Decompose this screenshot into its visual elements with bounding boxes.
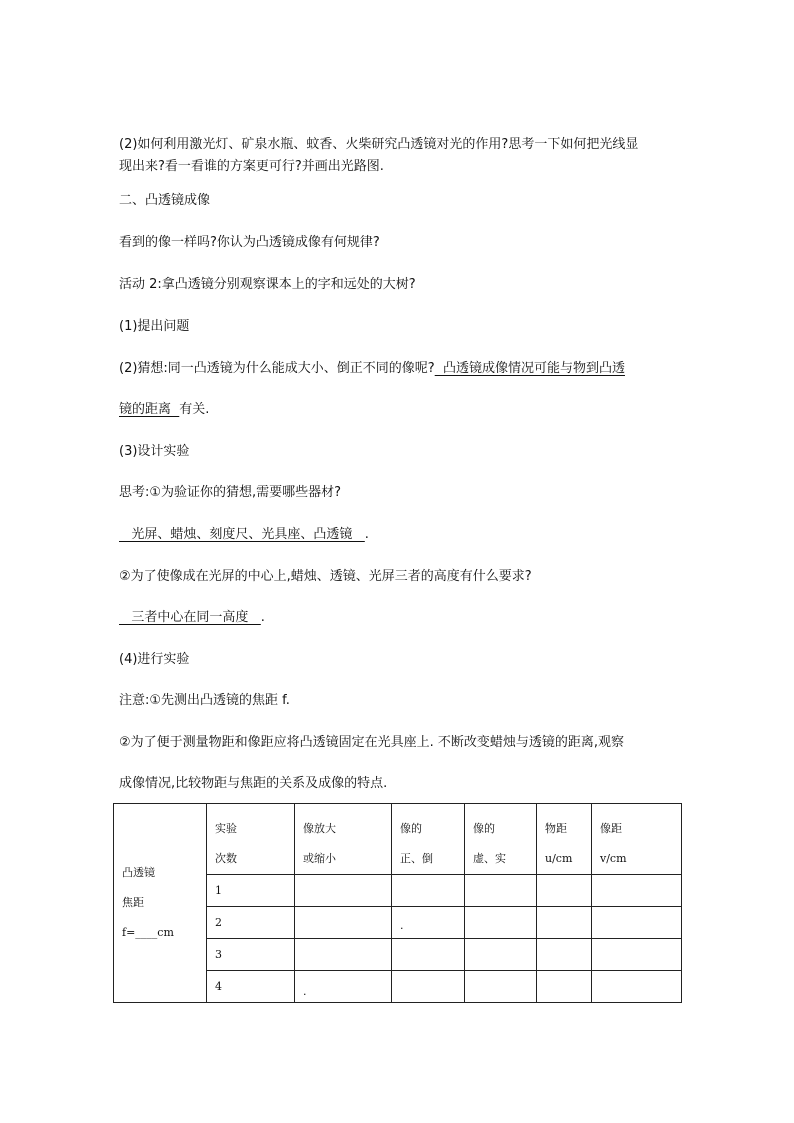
question-line: 看到的像一样吗?你认为凸透镜成像有何规律? [119,235,380,250]
table-cell[interactable] [295,939,392,971]
table-cell[interactable] [537,907,592,939]
header-object-distance: 物距 u/cm [537,804,592,875]
experiment-table [113,803,682,1003]
table-cell[interactable] [392,875,465,907]
think-1: 思考:①为验证你的猜想,需要哪些器材? [119,485,342,500]
paragraph-question-2-cont: 现出来?看一看谁的方案更可行?并画出光路图. [119,159,384,174]
step-2-answer-cont: 镜的距离 [119,402,180,417]
trial-number: 3 [207,939,295,971]
table-cell[interactable] [465,971,537,1003]
table-cell[interactable] [295,875,392,907]
think-1-period: . [364,527,369,542]
table-cell[interactable] [537,939,592,971]
trial-number: 1 [207,875,295,907]
step-2-suffix: 有关. [179,402,210,417]
cell-mark: . [303,985,307,998]
step-3: (3)设计实验 [119,444,190,459]
table-cell[interactable] [392,971,465,1003]
table-cell[interactable] [537,875,592,907]
step-4: (4)进行实验 [119,652,190,667]
step-1: (1)提出问题 [119,319,190,334]
header-trial: 实验 次数 [207,804,295,875]
step-2-hypothesis-cont [119,401,209,419]
lens-label: 凸透镜 [122,866,155,879]
header-image-distance: 像距 v/cm [592,804,682,875]
header-orientation: 像的 正、倒 [392,804,465,875]
think-2-period: . [260,610,265,625]
think-2-answer: 三者中心在同一高度 [119,610,261,625]
note-1: 注意:①先测出凸透镜的焦距 f. [119,693,290,708]
table-cell[interactable] [592,939,682,971]
activity-2: 活动 2:拿凸透镜分别观察课本上的字和远处的大树? [119,277,416,292]
table-cell[interactable] [592,971,682,1003]
table-cell[interactable] [465,939,537,971]
table-cell[interactable] [465,875,537,907]
table-cell[interactable] [465,907,537,939]
step-2-prefix: (2)猜想:同一凸透镜为什么能成大小、倒正不同的像呢? [119,361,435,376]
table-cell[interactable] [537,971,592,1003]
paragraph-question-2: (2)如何利用激光灯、矿泉水瓶、蚊香、火柴研究凸透镜对光的作用?思考一下如何把光线显 [119,137,639,152]
header-magnification: 像放大 或缩小 [295,804,392,875]
think-1-answer: 光屏、蜡烛、刻度尺、光具座、凸透镜 [119,527,365,542]
step-2-hypothesis [119,360,625,378]
think-2-answer-line [119,609,265,627]
lens-focal-cell [114,804,207,1003]
note-2: ②为了便于测量物距和像距应将凸透镜固定在光具座上. 不断改变蜡烛与透镜的距离,观察 [119,735,625,750]
think-1-answer-line [119,526,369,544]
cell-mark: . [400,919,404,932]
focal-label: 焦距 [122,896,144,909]
section-heading-2: 二、凸透镜成像 [119,193,211,208]
table-cell[interactable] [392,907,465,939]
focal-length-field[interactable]: f=____cm [122,926,174,939]
table-cell[interactable] [295,971,392,1003]
table-cell[interactable] [592,875,682,907]
trial-number: 4 [207,971,295,1003]
table-cell[interactable] [592,907,682,939]
think-2: ②为了使像成在光屏的中心上,蜡烛、透镜、光屏三者的高度有什么要求? [119,569,532,584]
header-real-virtual: 像的 虚、实 [465,804,537,875]
table-cell[interactable] [392,939,465,971]
note-2-cont: 成像情况,比较物距与焦距的关系及成像的特点. [119,776,388,791]
table-cell[interactable] [295,907,392,939]
trial-number: 2 [207,907,295,939]
step-2-answer: 凸透镜成像情况可能与物到凸透 [434,361,625,376]
